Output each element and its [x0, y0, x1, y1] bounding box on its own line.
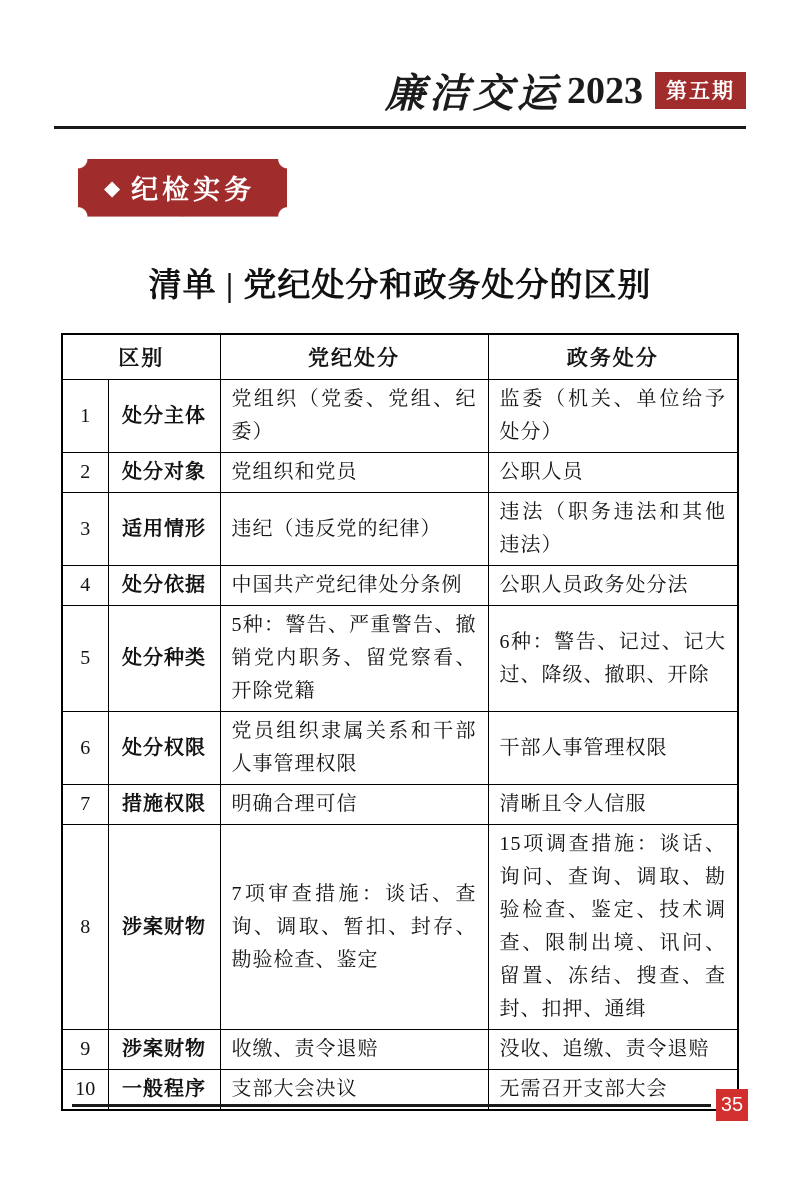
government-discipline-cell: 干部人事管理权限 [488, 712, 738, 785]
government-discipline-cell: 清晰且令人信服 [488, 785, 738, 825]
row-label-cell: 措施权限 [108, 785, 220, 825]
party-discipline-cell: 违纪（违反党的纪律） [220, 493, 488, 566]
party-discipline-cell: 党组织（党委、党组、纪委） [220, 380, 488, 453]
row-label-cell: 涉案财物 [108, 1030, 220, 1070]
section-badge [78, 159, 287, 217]
party-discipline-cell: 5种：警告、严重警告、撤销党内职务、留党察看、开除党籍 [220, 606, 488, 712]
row-number-cell: 2 [62, 453, 108, 493]
row-label-cell: 适用情形 [108, 493, 220, 566]
footer-rule [72, 1104, 711, 1107]
table-row [62, 566, 738, 606]
party-discipline-cell: 7项审查措施：谈话、查询、调取、暂扣、封存、勘验检查、鉴定 [220, 825, 488, 1030]
table-row [62, 785, 738, 825]
party-discipline-cell: 收缴、责令退赔 [220, 1030, 488, 1070]
header-government-discipline: 政务处分 [488, 334, 738, 380]
row-label-cell: 处分权限 [108, 712, 220, 785]
table-row [62, 380, 738, 453]
party-discipline-cell: 党组织和党员 [220, 453, 488, 493]
masthead-rule [54, 126, 746, 129]
row-number-cell: 10 [62, 1070, 108, 1111]
section-badge-label: 纪检实务 [131, 175, 256, 205]
row-label-cell: 一般程序 [108, 1070, 220, 1111]
masthead-line [54, 62, 746, 119]
row-label-cell: 处分种类 [108, 606, 220, 712]
row-number-cell: 6 [62, 712, 108, 785]
table-header-row [62, 334, 738, 380]
row-label-cell: 处分主体 [108, 380, 220, 453]
row-number-cell: 9 [62, 1030, 108, 1070]
table-row [62, 1030, 738, 1070]
row-label-cell: 处分依据 [108, 566, 220, 606]
table-row [62, 712, 738, 785]
row-label-cell: 处分对象 [108, 453, 220, 493]
row-number-cell: 4 [62, 566, 108, 606]
party-discipline-cell: 党员组织隶属关系和干部人事管理权限 [220, 712, 488, 785]
publication-year: 2023 [567, 69, 643, 112]
masthead [0, 0, 800, 129]
government-discipline-cell: 15项调查措施：谈话、询问、查询、调取、勘验检查、鉴定、技术调查、限制出境、讯问、留置、冻结、搜查、查封、扣押、通缉 [488, 825, 738, 1030]
table-row [62, 453, 738, 493]
diamond-icon: ◆ [104, 175, 125, 200]
row-number-cell: 5 [62, 606, 108, 712]
government-discipline-cell: 6种：警告、记过、记大过、降级、撤职、开除 [488, 606, 738, 712]
government-discipline-cell: 监委（机关、单位给予处分） [488, 380, 738, 453]
row-number-cell: 8 [62, 825, 108, 1030]
row-number-cell: 3 [62, 493, 108, 566]
section-badge-row [78, 159, 800, 217]
comparison-table [61, 333, 739, 1111]
party-discipline-cell: 明确合理可信 [220, 785, 488, 825]
government-discipline-cell: 违法（职务违法和其他违法） [488, 493, 738, 566]
page-number-badge: 35 [716, 1089, 748, 1121]
government-discipline-cell: 公职人员 [488, 453, 738, 493]
issue-badge: 第五期 [655, 72, 746, 109]
table-row [62, 493, 738, 566]
table-row [62, 825, 738, 1030]
government-discipline-cell: 没收、追缴、责令退赔 [488, 1030, 738, 1070]
government-discipline-cell: 公职人员政务处分法 [488, 566, 738, 606]
header-distinction: 区别 [62, 334, 220, 380]
government-discipline-cell: 无需召开支部大会 [488, 1070, 738, 1111]
header-party-discipline: 党纪处分 [220, 334, 488, 380]
article-title: 清单 | 党纪处分和政务处分的区别 [148, 268, 652, 304]
page-footer [72, 1089, 748, 1121]
row-label-cell: 涉案财物 [108, 825, 220, 1030]
row-number-cell: 1 [62, 380, 108, 453]
table-row [62, 606, 738, 712]
publication-title: 廉洁交运 [385, 71, 561, 116]
party-discipline-cell: 中国共产党纪律处分条例 [220, 566, 488, 606]
row-number-cell: 7 [62, 785, 108, 825]
party-discipline-cell: 支部大会决议 [220, 1070, 488, 1111]
